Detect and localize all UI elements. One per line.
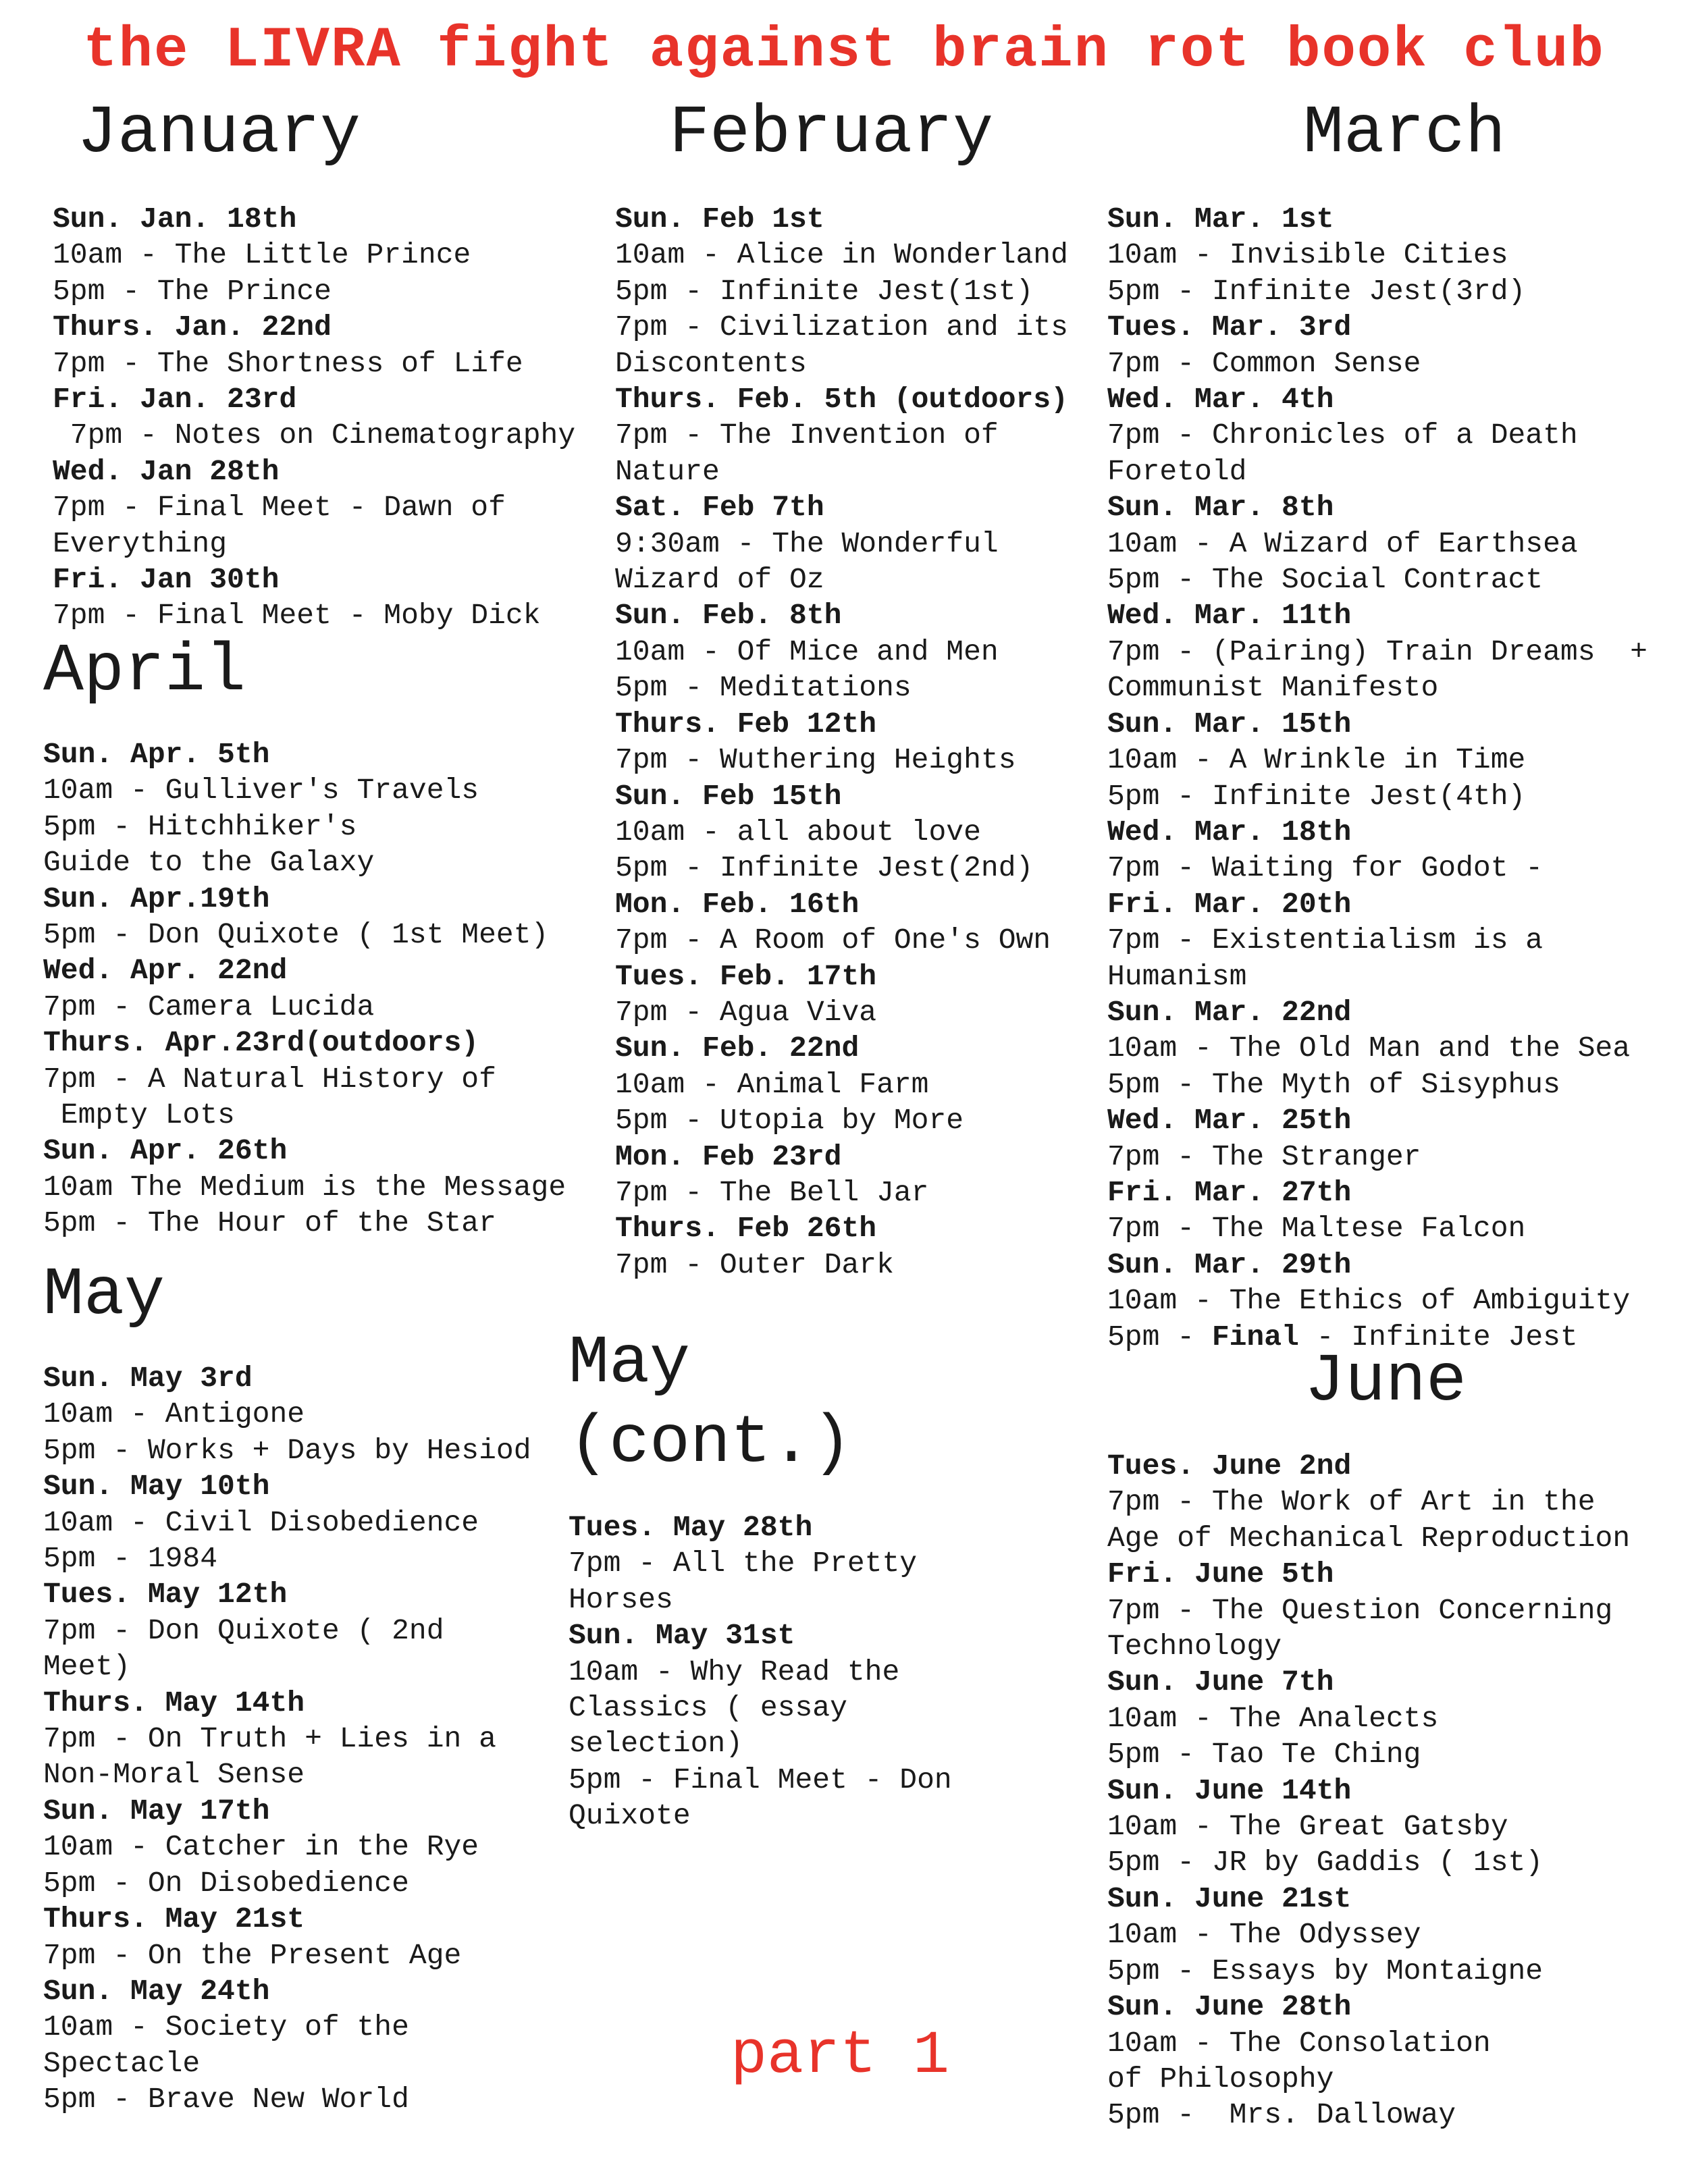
reading-entry: Nature xyxy=(615,454,720,488)
reading-entry: 5pm - Meditations xyxy=(615,671,912,705)
reading-entry: 7pm - A Room of One's Own xyxy=(615,924,1051,957)
reading-entry: 10am - The Ethics of Ambiguity xyxy=(1107,1284,1631,1318)
reading-entry: 7pm - A Natural History of xyxy=(43,1062,496,1096)
reading-entry: 5pm - Brave New World xyxy=(43,2083,409,2116)
session-date: Wed. Mar. 4th xyxy=(1107,383,1334,417)
reading-entry: 5pm - The Myth of Sisyphus xyxy=(1107,1067,1560,1101)
session-date: Sun. Apr. 26th xyxy=(43,1134,288,1168)
session-date: Wed. Mar. 18th xyxy=(1107,815,1352,849)
session-date: Mon. Feb. 16th xyxy=(615,887,860,921)
june-entries xyxy=(1107,1448,1681,2133)
reading-entry: 10am - A Wizard of Earthsea xyxy=(1107,527,1578,560)
month-heading-march: March xyxy=(1303,96,1506,172)
reading-entry: 7pm - Outer Dark xyxy=(615,1248,894,1281)
reading-entry: Spectacle xyxy=(43,2046,201,2080)
session-date: Fri. June 5th xyxy=(1107,1557,1334,1591)
reading-entry: of Philosophy xyxy=(1107,2062,1334,2096)
session-date: Sun. May 3rd xyxy=(43,1362,253,1395)
reading-entry: Everything xyxy=(53,527,228,560)
reading-entry: Wizard of Oz xyxy=(615,563,824,597)
may-cont-section xyxy=(569,1325,987,1834)
reading-entry: 7pm - Final Meet - Moby Dick xyxy=(53,599,541,633)
reading-entry: 5pm - Infinite Jest(3rd) xyxy=(1107,274,1526,308)
reading-entry: 5pm - 1984 xyxy=(43,1542,218,1576)
march-section xyxy=(1107,95,1681,1355)
session-date: Sun. Apr.19th xyxy=(43,882,270,915)
reading-entry: 10am - Alice in Wonderland xyxy=(615,238,1068,272)
session-date: Sun. Feb. 8th xyxy=(615,599,842,633)
april-section xyxy=(43,633,637,1242)
reading-entry: 10am - The Great Gatsby xyxy=(1107,1810,1508,1844)
reading-entry: Classics ( essay xyxy=(569,1691,847,1725)
month-heading-april: April xyxy=(43,634,246,710)
reading-entry: 5pm - The Prince xyxy=(53,274,332,308)
reading-entry: 5pm - On Disobedience xyxy=(43,1866,409,1900)
session-date: Tues. May 28th xyxy=(569,1511,813,1544)
reading-entry: 7pm - On Truth + Lies in a xyxy=(43,1722,496,1756)
session-date: Thurs. Jan. 22nd xyxy=(53,311,332,344)
session-date: Thurs. Feb. 5th (outdoors) xyxy=(615,383,1068,417)
reading-entry: 5pm - JR by Gaddis ( 1st) xyxy=(1107,1846,1544,1880)
may-cont-entries xyxy=(569,1510,987,1834)
reading-entry: selection) xyxy=(569,1727,743,1761)
reading-entry: 7pm - The Bell Jar xyxy=(615,1175,929,1209)
reading-entry: 7pm - Waiting for Godot - xyxy=(1107,851,1544,885)
reading-entry: 7pm - The Shortness of Life xyxy=(53,346,523,380)
reading-entry: 7pm - Existentialism is a xyxy=(1107,924,1544,957)
final-label: Final xyxy=(1211,1320,1299,1354)
reading-entry: 5pm - Works + Days by Hesiod xyxy=(43,1433,531,1467)
reading-entry: Empty Lots xyxy=(43,1098,235,1132)
month-heading-may-cont-line2: (cont.) xyxy=(569,1406,853,1482)
may-section xyxy=(43,1256,604,2118)
session-date: Thurs. May 21st xyxy=(43,1902,305,1936)
reading-entry: Quixote xyxy=(569,1799,691,1833)
session-date: Sun. Feb. 22nd xyxy=(615,1032,860,1065)
reading-entry: 7pm - Agua Viva xyxy=(615,995,877,1029)
session-date: Sun. May 31st xyxy=(569,1619,795,1653)
june-section xyxy=(1107,1343,1681,2133)
reading-entry: 10am - The Little Prince xyxy=(53,238,471,272)
session-date: Sun. Jan. 18th xyxy=(53,203,297,236)
reading-entry: Discontents xyxy=(615,346,807,380)
reading-entry-prefix: 5pm - xyxy=(1107,1320,1212,1354)
session-date: Sun. May 24th xyxy=(43,1974,270,2008)
reading-entry: 7pm - Camera Lucida xyxy=(43,990,375,1023)
month-heading-may: May xyxy=(43,1258,165,1334)
reading-entry: 5pm - Tao Te Ching xyxy=(1107,1738,1421,1772)
january-entries xyxy=(53,201,647,634)
reading-entry: 5pm - Essays by Montaigne xyxy=(1107,1954,1544,1988)
session-date: Thurs. May 14th xyxy=(43,1686,305,1720)
april-entries xyxy=(43,737,637,1242)
reading-entry: Communist Manifesto xyxy=(1107,671,1439,705)
session-date: Fri. Mar. 20th xyxy=(1107,887,1352,921)
reading-entry: 7pm - Civilization and its xyxy=(615,311,1068,344)
reading-entry: Age of Mechanical Reproduction xyxy=(1107,1521,1631,1555)
reading-entry: 10am - all about love xyxy=(615,815,981,849)
session-date: Wed. Mar. 25th xyxy=(1107,1104,1352,1138)
session-date: Sun. Apr. 5th xyxy=(43,738,270,771)
session-date: Wed. Jan 28th xyxy=(53,454,280,488)
february-entries xyxy=(615,201,1101,1283)
reading-entry: 7pm - Notes on Cinematography xyxy=(53,419,576,452)
month-heading-may-cont-line1: May xyxy=(569,1326,691,1402)
month-heading-june: June xyxy=(1304,1344,1467,1420)
reading-entry: 7pm - Chronicles of a Death xyxy=(1107,419,1578,452)
reading-entry: 7pm - All the Pretty xyxy=(569,1547,918,1580)
session-date: Tues. June 2nd xyxy=(1107,1449,1352,1483)
reading-entry: 5pm - Infinite Jest(1st) xyxy=(615,274,1034,308)
reading-entry: 10am - Antigone xyxy=(43,1397,305,1431)
reading-entry: 5pm - The Hour of the Star xyxy=(43,1206,496,1240)
reading-entry: 10am - Why Read the xyxy=(569,1655,900,1688)
session-date: Thurs. Feb 12th xyxy=(615,707,877,741)
session-date: Fri. Jan 30th xyxy=(53,563,280,597)
reading-entry: Non-Moral Sense xyxy=(43,1758,305,1792)
reading-entry: 5pm - Utopia by More xyxy=(615,1104,964,1138)
month-heading-january: January xyxy=(77,96,361,172)
reading-entry: Horses xyxy=(569,1582,673,1616)
session-date: Sun. June 21st xyxy=(1107,1882,1352,1915)
reading-entry: 10am - Civil Disobedience xyxy=(43,1506,479,1539)
reading-entry: 10am - The Odyssey xyxy=(1107,1918,1421,1952)
session-date: Fri. Mar. 27th xyxy=(1107,1175,1352,1209)
session-date: Sun. Feb 1st xyxy=(615,203,824,236)
session-date: Tues. May 12th xyxy=(43,1578,288,1612)
reading-entry: 7pm - (Pairing) Train Dreams + xyxy=(1107,635,1647,668)
session-date: Sun. Mar. 1st xyxy=(1107,203,1334,236)
march-entries xyxy=(1107,201,1681,1355)
session-date: Sun. May 17th xyxy=(43,1794,270,1828)
session-date: Sun. Feb 15th xyxy=(615,779,842,813)
reading-entry: 5pm - The Social Contract xyxy=(1107,563,1544,597)
reading-entry: 9:30am - The Wonderful xyxy=(615,527,999,560)
reading-entry: Technology xyxy=(1107,1630,1282,1663)
reading-entry: 10am - Animal Farm xyxy=(615,1067,929,1101)
session-date: Sun. June 28th xyxy=(1107,1990,1352,2024)
reading-entry: 5pm - Don Quixote ( 1st Meet) xyxy=(43,918,549,952)
session-date: Wed. Apr. 22nd xyxy=(43,954,288,988)
session-date: Thurs. Feb 26th xyxy=(615,1212,877,1246)
reading-entry: 10am - Gulliver's Travels xyxy=(43,774,479,807)
reading-entry: 5pm - Mrs. Dalloway xyxy=(1107,2098,1456,2132)
session-date: Wed. Mar. 11th xyxy=(1107,599,1352,633)
reading-entry: 10am - Catcher in the Rye xyxy=(43,1830,479,1864)
reading-entry: 7pm - The Invention of xyxy=(615,419,999,452)
page-title: the LIVRA fight against brain rot book club xyxy=(83,19,1605,83)
reading-entry: 7pm - On the Present Age xyxy=(43,1938,462,1972)
session-date: Sun. Mar. 22nd xyxy=(1107,995,1352,1029)
session-date: Sat. Feb 7th xyxy=(615,491,824,525)
reading-entry: 5pm - Final Meet - Don xyxy=(569,1763,952,1796)
session-date: Tues. Feb. 17th xyxy=(615,959,877,993)
reading-entry: 10am - The Old Man and the Sea xyxy=(1107,1032,1631,1065)
reading-entry: Foretold xyxy=(1107,454,1247,488)
reading-entry: Guide to the Galaxy xyxy=(43,846,375,880)
reading-entry: 7pm - The Work of Art in the xyxy=(1107,1485,1595,1519)
session-date: Sun. Mar. 8th xyxy=(1107,491,1334,525)
session-date: Fri. Jan. 23rd xyxy=(53,383,297,417)
session-date: Mon. Feb 23rd xyxy=(615,1140,842,1173)
reading-entry: 10am - Of Mice and Men xyxy=(615,635,999,668)
reading-entry: 7pm - Don Quixote ( 2nd xyxy=(43,1614,444,1647)
part-label: part 1 xyxy=(731,2022,950,2091)
february-section xyxy=(615,95,1101,1283)
reading-entry: 7pm - Common Sense xyxy=(1107,346,1421,380)
session-date: Tues. Mar. 3rd xyxy=(1107,311,1352,344)
reading-entry: 10am - A Wrinkle in Time xyxy=(1107,743,1526,777)
reading-entry: 7pm - Wuthering Heights xyxy=(615,743,1016,777)
month-heading-february: February xyxy=(669,96,994,172)
reading-entry: 10am - The Consolation xyxy=(1107,2026,1491,2060)
reading-entry: 5pm - Infinite Jest(2nd) xyxy=(615,851,1034,885)
reading-entry: 10am - Invisible Cities xyxy=(1107,238,1508,272)
reading-entry: 7pm - The Stranger xyxy=(1107,1140,1421,1173)
may-entries xyxy=(43,1360,604,2118)
reading-entry-suffix: - Infinite Jest xyxy=(1298,1320,1578,1354)
reading-entry: 10am The Medium is the Message xyxy=(43,1170,566,1204)
reading-entry: 7pm - The Question Concerning xyxy=(1107,1593,1613,1627)
reading-entry: 10am - Society of the xyxy=(43,2010,409,2044)
reading-entry: 7pm - Final Meet - Dawn of xyxy=(53,491,506,525)
session-date: Sun. June 14th xyxy=(1107,1774,1352,1807)
reading-entry: 10am - The Analects xyxy=(1107,1701,1439,1735)
session-date: Thurs. Apr.23rd(outdoors) xyxy=(43,1026,479,1060)
session-date: Sun. Mar. 29th xyxy=(1107,1248,1352,1281)
reading-entry: 7pm - The Maltese Falcon xyxy=(1107,1212,1526,1246)
reading-entry: Meet) xyxy=(43,1650,131,1684)
reading-entry: 5pm - Hitchhiker's xyxy=(43,809,357,843)
january-section xyxy=(53,95,647,634)
reading-entry: 5pm - Infinite Jest(4th) xyxy=(1107,779,1526,813)
session-date: Sun. June 7th xyxy=(1107,1666,1334,1699)
reading-entry: Humanism xyxy=(1107,959,1247,993)
session-date: Sun. Mar. 15th xyxy=(1107,707,1352,741)
session-date: Sun. May 10th xyxy=(43,1470,270,1503)
